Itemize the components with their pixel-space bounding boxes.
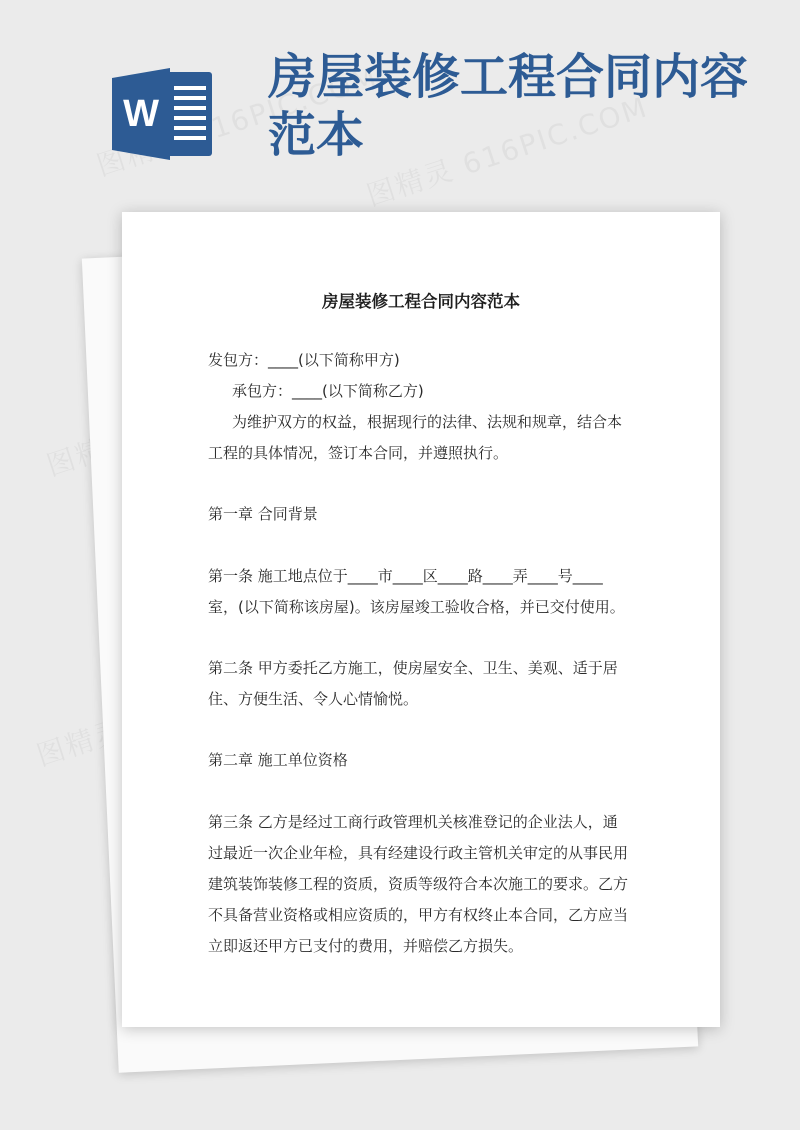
preamble-line: 工程的具体情况，签订本合同，并遵照执行。 xyxy=(208,444,509,462)
article-line: 过最近一次企业年检，具有经建设行政主管机关审定的从事民用 xyxy=(208,844,629,862)
preamble-line: 为维护双方的权益，根据现行的法律、法规和规章，结合本 xyxy=(232,413,623,431)
title-line-2: 范本 xyxy=(268,107,365,163)
article-line: 立即返还甲方已支付的费用，并赔偿乙方损失。 xyxy=(208,937,524,955)
article-line: 第一条 施工地点位于____市____区____路____弄____号____ xyxy=(208,567,603,585)
word-document-icon xyxy=(112,68,216,160)
article-line: 住、方便生活、令人心情愉悦。 xyxy=(208,690,419,708)
party-b-line: 承包方：____(以下简称乙方) xyxy=(232,382,424,400)
article-line: 室，(以下简称该房屋)。该房屋竣工验收合格，并已交付使用。 xyxy=(208,598,625,616)
page-title: 房屋装修工程合同内容范本 xyxy=(322,292,520,311)
article-line: 建筑装饰装修工程的资质，资质等级符合本次施工的要求。乙方 xyxy=(208,875,629,893)
chapter-heading: 第一章 合同背景 xyxy=(208,505,318,523)
party-a-line: 发包方：____(以下简称甲方) xyxy=(208,351,400,369)
article-line: 第三条 乙方是经过工商行政管理机关核准登记的企业法人，通 xyxy=(208,813,618,831)
document-page xyxy=(122,212,720,1027)
article-line: 第二条 甲方委托乙方施工，使房屋安全、卫生、美观、适于居 xyxy=(208,659,618,677)
article-line: 不具备营业资格或相应资质的，甲方有权终止本合同，乙方应当 xyxy=(208,906,629,924)
title-line-1: 房屋装修工程合同内容 xyxy=(268,49,749,105)
document-title-heading xyxy=(268,48,768,164)
chapter-heading: 第二章 施工单位资格 xyxy=(208,751,348,769)
svg-text:W: W xyxy=(123,93,159,135)
